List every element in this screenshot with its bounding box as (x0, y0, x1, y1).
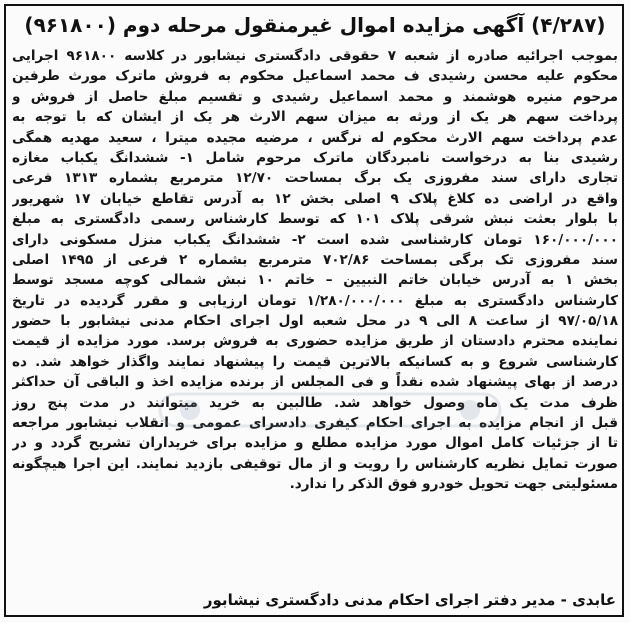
body-line: درصد از بهای پیشنهاد شده نقداً و فی المجلس از برنده مزایده اخذ و الباقی آن حداکثر (12, 374, 618, 391)
body-line: با بلوار بعثت نبش شرقی پلاک ۱۰۱ که توسط کارشناس رسمی دادگستری به مبلغ (12, 211, 618, 228)
body-line: رشیدی بنا به درخواست نامبردگان ماترک مرحوم شامل ۱- ششدانگ یکباب مغازه (12, 149, 618, 166)
body-line: بخش ۱ به آدرس خیابان خاتم النبیین – خاتم ۱۰ نبش شمالی کوچه مسجد توسط (12, 272, 618, 289)
body-line: مسئولیتی جهت تحویل خودرو فوق الذکر را ندارد. (289, 476, 618, 493)
body-line: ظرف مدت یک ماه وصول خواهد شد. طالبین به خرید میتوانند در مدت پنج روز (12, 394, 618, 411)
notice-title: (۴/۲۸۷) آگهی مزایده اموال غیرمنقول مرحله دوم (۹۶۱۸۰۰) (24, 13, 606, 37)
body-line: مرحوم منیره هوشمند و محمد اسماعیل رشیدی و تقسیم مبلغ حاصل از فروش و (12, 88, 618, 105)
body-line: واقع در اراضی ده کلاغ پلاک ۹ اصلی بخش ۱۲ به آدرس تقاطع خیابان ۱۷ شهریور (12, 190, 618, 207)
body-line: بموجب اجرائیه صادره از شعبه ۷ حقوقی دادگستری نیشابور در کلاسه ۹۶۱۸۰۰ اجرایی (12, 48, 618, 64)
signature-line: عابدی - مدیر دفتر اجرای احکام مدنی دادگستری نیشابور (203, 591, 616, 609)
body-line: کارشناس دادگستری به مبلغ ۱/۲۸۰/۰۰۰/۰۰۰ تومان ارزیابی و مقرر گردیده در تاریخ (12, 292, 618, 309)
body-line: تا از جزئیات کامل اموال مورد مزایده مطلع و مزایده برای خریداران تشریح گردد و در (12, 435, 618, 452)
body-line: سند مفروزی تک برگی بمساحت ۷۰۲/۸۶ مترمربع بشماره ۲ فرعی از ۱۴۹۵ اصلی (12, 251, 618, 268)
body-line: محکوم علیه محسن رشیدی ف محمد اسماعیل محکوم به فروش ماترک مورث طرفین (12, 68, 618, 85)
notice-body (12, 46, 618, 495)
body-line: صورت تمایل نظریه کارشناس را رویت و از مال توقیفی بازدید نمایند. این اجرا هیچگونه (12, 455, 618, 472)
body-line: تجاری دارای سند مفروزی یک برگ بمساحت ۱۲/۷۰ مترمربع بشماره ۱۳۱۳ فرعی (12, 170, 618, 187)
body-line: نماینده محترم دادستان از طریق مزایده حضوری به فروش برسد. مورد مزایده از قیمت (12, 333, 618, 350)
body-line: پرداخت سهم هر یک از ورثه به میزان سهم الارث هر یک از ایشان که با توجه به (12, 109, 618, 126)
body-line: عدم پرداخت سهم الارث محکوم له نرگس ، مرضیه مجیده میترا ، سعید مهدیه همگی (12, 129, 618, 146)
body-line: قبل از انجام مزایده به اجرای احکام کیفری دادسرای عمومی و انقلاب نیشابور مراجعه (12, 415, 618, 432)
body-line: کارشناسی شروع و به کسانیکه بالاترین قیمت را پیشنهاد نمایند واگذار خواهد شد. ده (12, 353, 618, 370)
body-line: ۱۶۰/۰۰۰/۰۰۰ تومان کارشناسی شده است ۲- ششدانگ یکباب منزل مسکونی دارای (12, 231, 618, 248)
body-line: ۹۷/۰۵/۱۸ از ساعت ۸ الی ۹ در محل شعبه اول اجرای احکام مدنی نیشابور با حضور (12, 313, 618, 330)
